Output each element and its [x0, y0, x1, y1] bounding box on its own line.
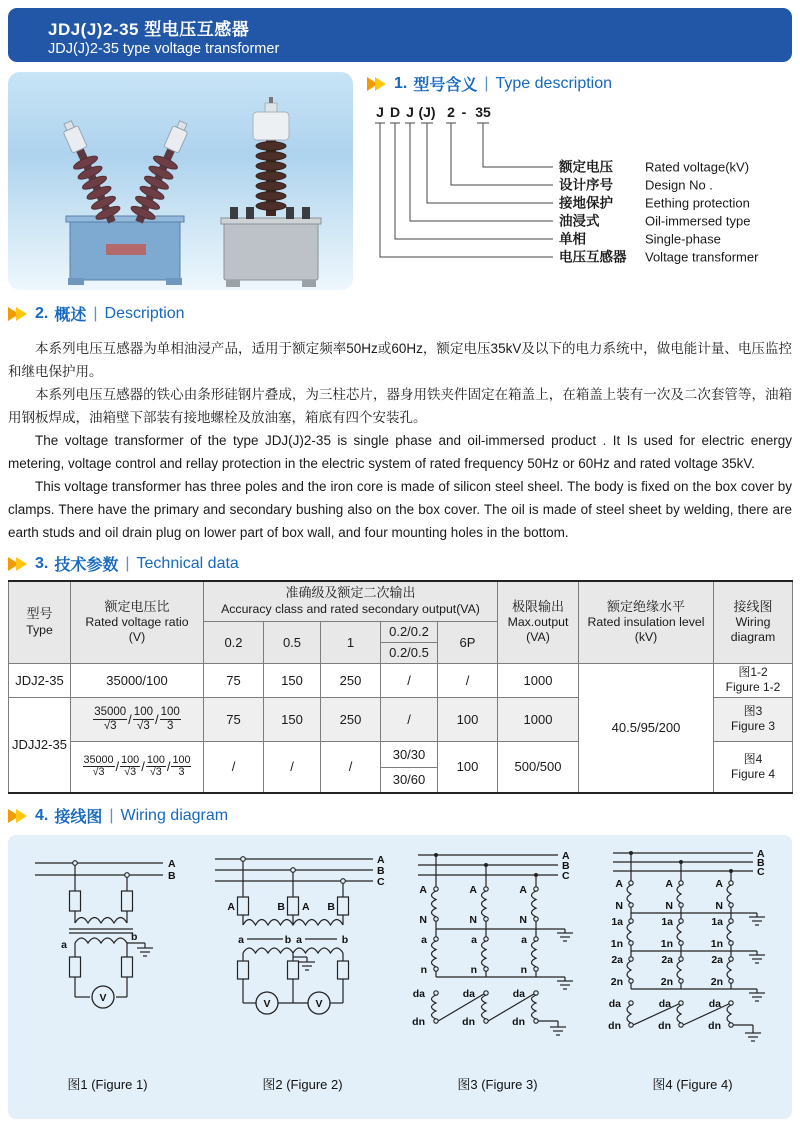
terminal-label: b	[341, 934, 349, 946]
type-char: D	[389, 104, 401, 120]
cell-02: 75	[204, 697, 264, 741]
winding-label: a	[471, 934, 477, 946]
figure-caption: 图2 (Figure 2)	[262, 1077, 343, 1092]
voltmeter-label: V	[315, 998, 323, 1010]
phase-label: C	[562, 870, 570, 882]
description-paragraph-cn-2: 本系列电压互感器的铁心由条形硅钢片叠成，为三柱芯片，器身用铁夹件固定在箱盖上，在箱盖上装有一次及二次套管等，油箱用钢板焊成，油箱壁下部装有接地螺栓及放油塞，箱底有四个安装孔。	[8, 387, 792, 425]
cell-1: /	[321, 741, 381, 793]
col-header-0202: 0.2/0.2	[381, 621, 438, 642]
transformer-single-type	[221, 97, 321, 287]
description-paragraph-en-2: This voltage transformer has three poles and the iron core is made of silicon steel sheel. The body is fixed on the box cover by clamps. There have the primary and secondary bushing also on the box cover. The oil is made of steel sheet by welding, there are earth studs and oil drain plug on lower part of box wall, and four mounting holes in the bottom.	[8, 479, 792, 540]
terminal-label: a	[60, 939, 67, 951]
cell-wiring: 图4 Figure 4	[714, 741, 793, 793]
cell-1: 250	[321, 697, 381, 741]
winding-label: dn	[462, 1016, 475, 1028]
wiring-diagram-4	[595, 845, 790, 1057]
voltmeter-label: V	[98, 992, 107, 1004]
cell-1: 250	[321, 663, 381, 697]
cell-insulation: 40.5/95/200	[579, 663, 714, 793]
winding-label: da	[608, 998, 621, 1010]
cell-6p: 100	[438, 697, 498, 741]
fuse-label: B	[327, 901, 335, 913]
winding-label: A	[469, 884, 477, 896]
winding-label: dn	[608, 1020, 621, 1032]
separator: |	[484, 74, 489, 92]
code-label-en: Eething protection	[645, 195, 750, 211]
winding-label: N	[469, 914, 477, 926]
section-title-cn: 概述	[54, 307, 87, 324]
winding-label: N	[665, 900, 673, 912]
terminal-label: b	[130, 931, 137, 943]
winding-label: N	[615, 900, 623, 912]
wiring-diagram-1	[23, 845, 193, 1045]
section-title-cn: 接线图	[54, 809, 103, 826]
section-4-heading	[8, 804, 792, 827]
winding-label: 2n	[610, 976, 623, 988]
cell-wiring: 图1-2 Figure 1-2	[714, 663, 793, 697]
figure-caption: 图1 (Figure 1)	[67, 1077, 148, 1092]
col-header-wiring: 接线图 Wiring diagram	[714, 581, 793, 663]
cell-ratio: 35000/100	[71, 663, 204, 697]
section-title-cn: 型号含义	[413, 77, 478, 94]
col-header-type: 型号 Type	[9, 581, 71, 663]
code-label-en: Design No .	[645, 177, 713, 193]
cell-ratio: $\frac{35000}{√3}$ / $\frac{100}{√3}$ / $\frac{100}{√3}$ / $\frac{100}{3}$	[71, 741, 204, 793]
section-number: 3.	[35, 554, 49, 572]
col-header-max-output: 极限输出 Max.output (VA)	[498, 581, 579, 663]
wiring-diagram-2	[205, 845, 400, 1045]
winding-label: a	[421, 934, 427, 946]
phase-label: B	[757, 857, 765, 869]
cell-max: 1000	[498, 663, 579, 697]
section-title-en: Description	[104, 304, 185, 322]
terminal-label: a	[238, 934, 244, 946]
col-header-1: 1	[321, 621, 381, 663]
cell-02: 75	[204, 663, 264, 697]
type-code-diagram	[367, 99, 795, 291]
section-title-en: Technical data	[136, 554, 239, 572]
cell-0202: /	[381, 663, 438, 697]
section-number: 1.	[394, 74, 408, 92]
cell-0202-top: 30/30	[381, 741, 438, 767]
cell-0202-bottom: 30/60	[381, 767, 438, 793]
page-title-cn: JDJ(J)2-35 型电压互感器	[48, 20, 250, 39]
winding-label: dn	[412, 1016, 425, 1028]
cell-05: /	[264, 741, 321, 793]
winding-label: dn	[512, 1016, 525, 1028]
arrow-icon	[16, 557, 27, 571]
separator: |	[93, 304, 98, 322]
code-label-cn: 单相	[559, 231, 586, 247]
type-char: -	[461, 104, 467, 120]
winding-label: N	[715, 900, 723, 912]
phase-label: C	[757, 866, 765, 878]
fuse-label: A	[227, 901, 235, 913]
type-char: J	[376, 104, 384, 120]
voltmeter-label: V	[263, 998, 271, 1010]
type-char: 35	[475, 104, 491, 120]
code-label-en: Voltage transformer	[645, 249, 759, 265]
winding-label: A	[419, 884, 427, 896]
winding-label: da	[512, 988, 525, 1000]
type-description-column	[367, 72, 795, 290]
cell-0202: /	[381, 697, 438, 741]
section-number: 2.	[35, 304, 49, 322]
col-header-05: 0.5	[264, 621, 321, 663]
winding-label: 1a	[611, 916, 623, 928]
code-label-en: Single-phase	[645, 231, 721, 247]
winding-label: 1a	[661, 916, 673, 928]
code-label-en: Rated voltage(kV)	[645, 159, 750, 175]
cell-05: 150	[264, 697, 321, 741]
section-number: 4.	[35, 806, 49, 824]
code-label-cn: 电压互感器	[559, 249, 627, 265]
page-header	[8, 8, 792, 62]
phase-label: B	[562, 860, 570, 872]
winding-label: dn	[708, 1020, 721, 1032]
winding-label: 1n	[710, 938, 723, 950]
type-char: 2	[447, 104, 455, 120]
description-paragraph-en-1: The voltage transformer of the type JDJ(J)2-35 is single phase and oil-immersed product . It Is used for electric energy metering, voltage control and rellay protection in the electric system of rated frequency 50Hz or 60Hz and rated voltage 35kV.	[8, 433, 792, 471]
wiring-figure-3	[400, 845, 595, 1119]
cell-wiring: 图3 Figure 3	[714, 697, 793, 741]
separator: |	[109, 806, 114, 824]
product-photo-panel	[8, 72, 353, 290]
wiring-diagram-3	[400, 845, 595, 1049]
winding-label: 2n	[660, 976, 673, 988]
figure-caption: 图3 (Figure 3)	[457, 1077, 538, 1092]
wiring-figure-2	[205, 845, 400, 1119]
col-header-6p: 6P	[438, 621, 498, 663]
section-1-heading	[367, 72, 795, 95]
code-label-cn: 设计序号	[559, 177, 613, 193]
section-3-heading	[8, 552, 792, 575]
section-2-heading	[8, 302, 792, 325]
terminal-label: a	[296, 934, 302, 946]
wiring-diagram-panel	[8, 835, 792, 1119]
terminal-label: b	[284, 934, 292, 946]
winding-label: da	[658, 998, 671, 1010]
description-block	[8, 337, 792, 544]
phase-label: C	[377, 876, 385, 888]
type-char: J	[406, 104, 414, 120]
phase-label: B	[167, 870, 176, 882]
winding-label: a	[521, 934, 527, 946]
arrow-icon	[16, 307, 27, 321]
wiring-figure-4	[595, 845, 790, 1119]
cell-02: /	[204, 741, 264, 793]
col-header-accuracy-group: 准确级及额定二次输出 Accuracy class and rated secondary output(VA)	[204, 581, 498, 621]
section-title-cn: 技术参数	[54, 557, 119, 574]
col-header-0205: 0.2/0.5	[381, 642, 438, 663]
section-title-en: Type description	[495, 74, 613, 92]
cell-type: JDJ2-35	[9, 663, 71, 697]
winding-label: n	[420, 964, 427, 976]
cell-type: JDJJ2-35	[9, 697, 71, 793]
arrow-icon	[16, 809, 27, 823]
winding-label: 1n	[660, 938, 673, 950]
code-label-cn: 接地保护	[559, 195, 613, 211]
winding-label: n	[520, 964, 527, 976]
code-label-cn: 额定电压	[559, 159, 613, 175]
winding-label: N	[519, 914, 527, 926]
cell-6p: /	[438, 663, 498, 697]
technical-data-table	[8, 580, 793, 794]
page-title-en: JDJ(J)2-35 type voltage transformer	[48, 41, 280, 57]
wiring-figure-1	[10, 845, 205, 1119]
cell-6p: 100	[438, 741, 498, 793]
phase-label: B	[377, 865, 385, 877]
type-char: (J)	[418, 104, 436, 120]
cell-05: 150	[264, 663, 321, 697]
winding-label: 2a	[711, 954, 723, 966]
winding-label: da	[708, 998, 721, 1010]
phase-label: A	[377, 854, 385, 866]
winding-label: da	[462, 988, 475, 1000]
code-label-cn: 油浸式	[559, 213, 600, 229]
winding-label: A	[665, 878, 673, 890]
winding-label: 2n	[710, 976, 723, 988]
winding-label: 1a	[711, 916, 723, 928]
winding-label: 2a	[661, 954, 673, 966]
separator: |	[125, 554, 130, 572]
top-section	[8, 72, 792, 290]
winding-label: da	[412, 988, 425, 1000]
winding-label: A	[715, 878, 723, 890]
product-photo-illustration	[8, 72, 353, 290]
phase-label: A	[757, 848, 765, 860]
transformer-v-type	[56, 117, 195, 285]
code-label-en: Oil-immersed type	[645, 213, 751, 229]
figure-caption: 图4 (Figure 4)	[652, 1077, 733, 1092]
description-paragraph-cn-1: 本系列电压互感器为单相油浸产品，适用于额定频率50Hz或60Hz，额定电压35kV及以下的电力系统中，做电能计量、电压监控和继电保护用。	[8, 341, 792, 379]
fuse-label: A	[302, 901, 310, 913]
winding-label: A	[519, 884, 527, 896]
table-row	[9, 663, 793, 697]
winding-label: A	[615, 878, 623, 890]
phase-label: A	[167, 858, 176, 870]
col-header-02: 0.2	[204, 621, 264, 663]
col-header-ratio: 额定电压比 Rated voltage ratio (V)	[71, 581, 204, 663]
col-header-insulation: 额定绝缘水平 Rated insulation level (kV)	[579, 581, 714, 663]
cell-max: 1000	[498, 697, 579, 741]
cell-max: 500/500	[498, 741, 579, 793]
cell-ratio: $\frac{35000}{√3}$ / $\frac{100}{√3}$ / $\frac{100}{3}$	[71, 697, 204, 741]
phase-label: A	[562, 850, 570, 862]
winding-label: dn	[658, 1020, 671, 1032]
winding-label: 1n	[610, 938, 623, 950]
winding-label: n	[470, 964, 477, 976]
winding-label: 2a	[611, 954, 623, 966]
section-title-en: Wiring diagram	[120, 806, 229, 824]
fuse-label: B	[277, 901, 285, 913]
winding-label: N	[419, 914, 427, 926]
arrow-icon	[375, 77, 386, 91]
